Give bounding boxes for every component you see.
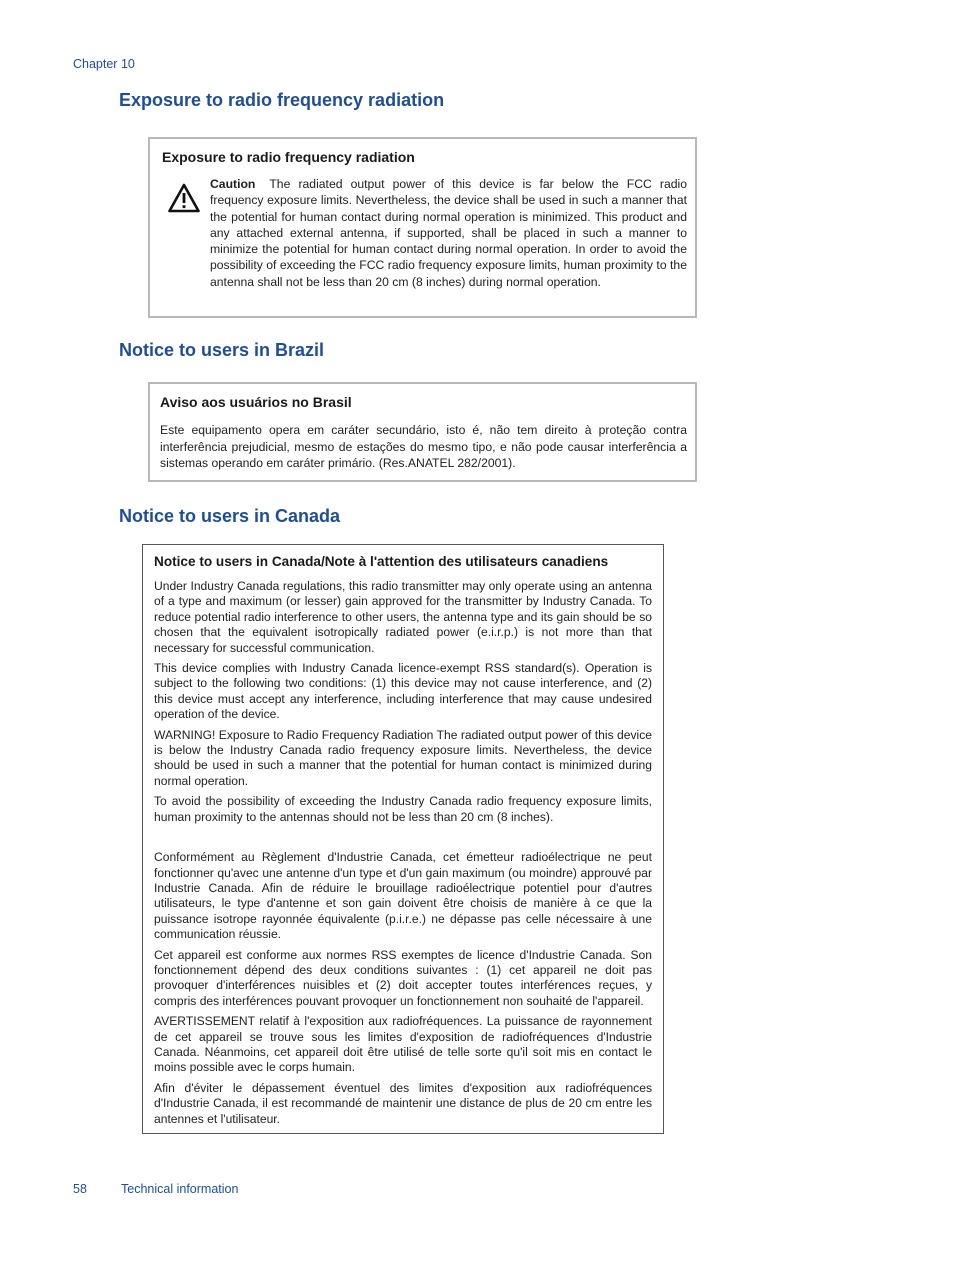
canada-paragraph: This device complies with Industry Canada licence-exempt RSS standard(s). Operation is subject to the following two conditions: (1) this device may not cause interference, and (2) this device must accept any interference, including interference that may cause undesired operation of the device.	[154, 661, 652, 722]
warning-triangle-icon	[168, 183, 200, 213]
brazil-box-title: Aviso aos usuários no Brasil	[160, 394, 352, 410]
canada-paragraph: WARNING! Exposure to Radio Frequency Radiation The radiated output power of this device is below the Industry Canada radio frequency exposure limits. Nevertheless, the device should be used in such a manner that the potential for human contact is minimized during normal operation.	[154, 727, 652, 788]
canada-paragraph: To avoid the possibility of exceeding the Industry Canada radio frequency exposure limits, human proximity to the antennas should not be less than 20 cm (8 inches).	[154, 794, 652, 824]
caution-text: The radiated output power of this device is far below the FCC radio frequency exposure limits. Nevertheless, the device shall be used in such a manner that the potential for human contact during normal operation is minimized. This product and any attached external antenna, if supported, shall be placed in such a manner to minimize the potential for human contact during normal operation. In order to avoid the possibility of exceeding the FCC radio frequency exposure limits, human proximity to the antenna shall not be less than 20 cm (8 inches) during normal operation.	[210, 177, 687, 289]
canada-notice-box	[142, 544, 664, 1134]
brazil-text: Este equipamento opera em caráter secundário, isto é, não tem direito à proteção contra interferência prejudicial, mesmo de estações do mesmo tipo, e não pode causar interferência a sistemas operando em caráter primário. (Res.ANATEL 282/2001).	[160, 423, 687, 470]
section-heading-canada: Notice to users in Canada	[119, 506, 341, 526]
footer-section-title: Technical information	[121, 1182, 239, 1196]
rf-caution-paragraph	[210, 176, 687, 290]
canada-paragraph-fr: Afin d'éviter le dépassement éventuel des limites d'exposition aux radiofréquences d'Industrie Canada, il est recommandé de maintenir une distance de plus de 20 cm entre les antennes et l'utilisateur.	[154, 1080, 652, 1126]
brazil-notice-box	[148, 382, 697, 482]
canada-paragraph-fr: Conformément au Règlement d'Industrie Canada, cet émetteur radioélectrique ne peut fonctionner qu'avec une antenne d'un type et d'un gain maximum (ou moindre) approuvé par Industrie Canada. Afin de réduire le brouillage radioélectrique potentiel pour d'autres utilisateurs, le type d'antenne et son gain doivent être choisis de manière à ce que la puissance isotrope rayonnée équivalente (p.i.r.e.) ne dépasse pas celle nécessaire à une communication réussie.	[154, 850, 652, 942]
language-separator	[154, 830, 652, 850]
canada-box-title: Notice to users in Canada/Note à l'attention des utilisateurs canadiens	[154, 554, 609, 569]
page-number: 58	[73, 1182, 87, 1196]
chapter-label: Chapter 10	[73, 57, 135, 71]
canada-paragraph: Under Industry Canada regulations, this radio transmitter may only operate using an antenna of a type and maximum (or lesser) gain approved for the transmitter by Industry Canada. To reduce potential radio interference to other users, the antenna type and its gain should be so chosen that the equivalent isotropically radiated power (e.i.r.p.) is not more than that necessary for successful communication.	[154, 579, 652, 655]
canada-body	[154, 579, 652, 1132]
canada-paragraph-fr: Cet appareil est conforme aux normes RSS exemptes de licence d'Industrie Canada. Son fonctionnement dépend des deux conditions suivantes : (1) cet appareil ne doit pas provoquer d'interférences nuisibles et (2) doit accepter toutes interférences reçues, y compris des interférences pouvant provoquer un fonctionnement non souhaité de l'appareil.	[154, 947, 652, 1008]
canada-paragraph-fr: AVERTISSEMENT relatif à l'exposition aux radiofréquences. La puissance de rayonnement de cet appareil se trouve sous les limites d'exposition de radiofréquences d'Industrie Canada. Néanmoins, cet appareil doit être utilisé de telle sorte qu'il soit mis en contact le moins possible avec le corps humain.	[154, 1014, 652, 1075]
rf-notice-box	[148, 137, 697, 318]
section-heading-rf: Exposure to radio frequency radiation	[119, 90, 445, 110]
caution-label: Caution	[210, 177, 256, 191]
section-heading-brazil: Notice to users in Brazil	[119, 340, 325, 360]
rf-box-title: Exposure to radio frequency radiation	[162, 149, 415, 165]
